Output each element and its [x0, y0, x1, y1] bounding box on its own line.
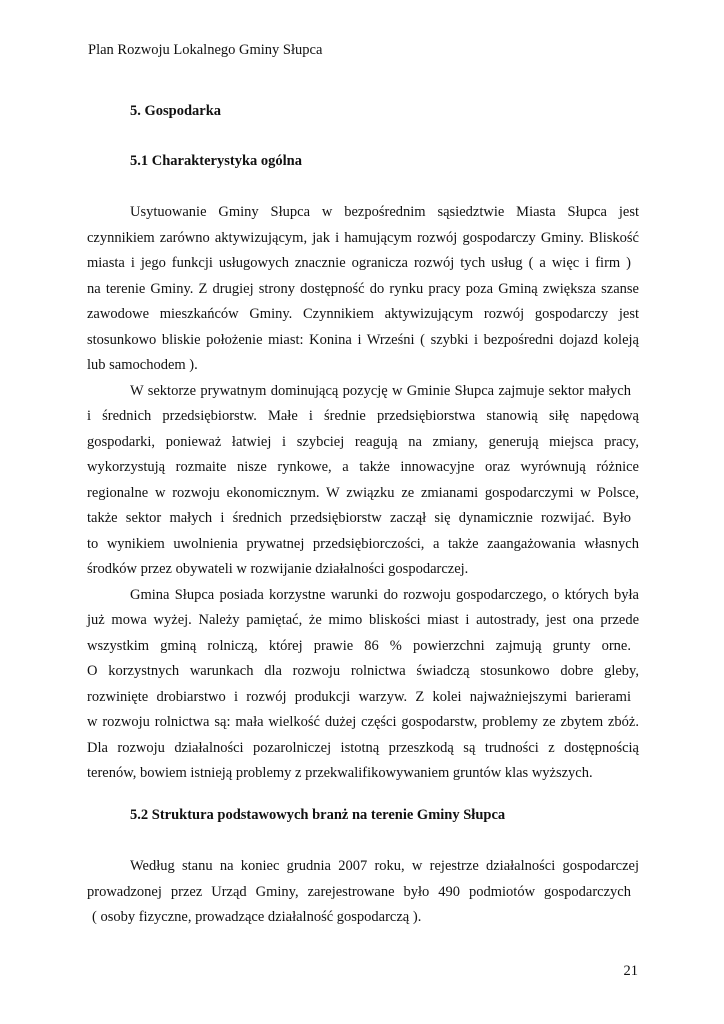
text-line: na terenie Gminy. Z drugiej strony dostępność do rynku pracy poza Gminą zwiększa szanse [87, 280, 639, 297]
text-line: regionalne w rozwoju ekonomicznym. W związku ze zmianami gospodarczymi w Polsce, [87, 484, 639, 501]
text-line: prowadzonej przez Urząd Gminy, zarejestrowane było 490 podmiotów gospodarczych [87, 883, 631, 900]
text-line: to wynikiem uwolnienia prywatnej przedsiębiorczości, a także zaangażowania własnych [87, 535, 639, 552]
text-line: Według stanu na koniec grudnia 2007 roku, w rejestrze działalności gospodarczej [130, 858, 639, 874]
text-line: miasta i jego funkcji usługowych znacznie ogranicza rozwój tych usług ( a więc i firm ) [87, 255, 631, 271]
page-number: 21 [623, 963, 638, 979]
text-line: gospodarki, ponieważ łatwiej i szybciej reagują na zmiany, generują miejsca pracy, [87, 433, 639, 450]
text-line: środków przez obywateli w rozwijanie działalności gospodarczej. [87, 561, 469, 577]
text-line: Dla rozwoju działalności pozarolniczej istotną przeszkodą są trudności z dostępnością [87, 739, 639, 756]
text-line: lub samochodem ). [87, 357, 198, 373]
subsection-heading-5-2: 5.2 Struktura podstawowych branż na terenie Gminy Słupca [130, 807, 506, 823]
text-line: i średnich przedsiębiorstw. Małe i średnie przedsiębiorstwa stanowią siłę napędową [87, 408, 639, 424]
text-line: wszystkim gminą rolniczą, której prawie 86 % powierzchni zajmują grunty orne. [87, 637, 631, 654]
subsection-heading-5-1: 5.1 Charakterystyka ogólna [130, 153, 302, 169]
text-line: rozwinięte drobiarstwo i rozwój produkcji warzyw. Z kolei najważniejszymi barierami [87, 688, 631, 705]
section-5-2-text [87, 854, 639, 931]
section-5-1-text [87, 200, 639, 787]
page-header: Plan Rozwoju Lokalnego Gminy Słupca [88, 42, 323, 58]
text-line: terenów, bowiem istnieją problemy z przekwalifikowywaniem gruntów klas wyższych. [87, 765, 593, 781]
text-line: zawodowe mieszkańców Gminy. Czynnikiem aktywizującym rozwój gospodarczy jest [87, 306, 639, 322]
text-line: Usytuowanie Gminy Słupca w bezpośrednim sąsiedztwie Miasta Słupca jest [130, 204, 639, 220]
text-line: czynnikiem zarówno aktywizującym, jak i hamującym rozwój gospodarczy Gminy. Bliskość [87, 229, 639, 246]
section-heading: 5. Gospodarka [130, 103, 222, 119]
text-line: Gmina Słupca posiada korzystne warunki do rozwoju gospodarczego, o których była [130, 586, 639, 603]
text-line: stosunkowo bliskie położenie miast: Konina i Wrześni ( szybki i bezpośredni dojazd koleją [87, 331, 639, 348]
text-line: ( osoby fizyczne, prowadzące działalność gospodarczą ). [92, 909, 422, 925]
text-line: w rozwoju rolnictwa są: mała wielkość dużej części gospodarstw, problemy ze zbytem zbóż. [87, 714, 639, 730]
text-line: wykorzystują rozmaite nisze rynkowe, a także innowacyjne oraz wyrównują różnice [87, 459, 639, 475]
text-line: W sektorze prywatnym dominującą pozycję w Gminie Słupca zajmuje sektor małych [130, 382, 631, 399]
text-line: O korzystnych warunkach dla rozwoju rolnictwa świadczą stosunkowo dobre gleby, [87, 663, 639, 679]
text-line: już mowa wyżej. Należy pamiętać, że mimo bliskości miast i autostrady, jest ona przede [87, 612, 639, 628]
text-line: także sektor małych i średnich przedsiębiorstw zaczął się dynamicznie rozwijać. Było [87, 510, 631, 526]
